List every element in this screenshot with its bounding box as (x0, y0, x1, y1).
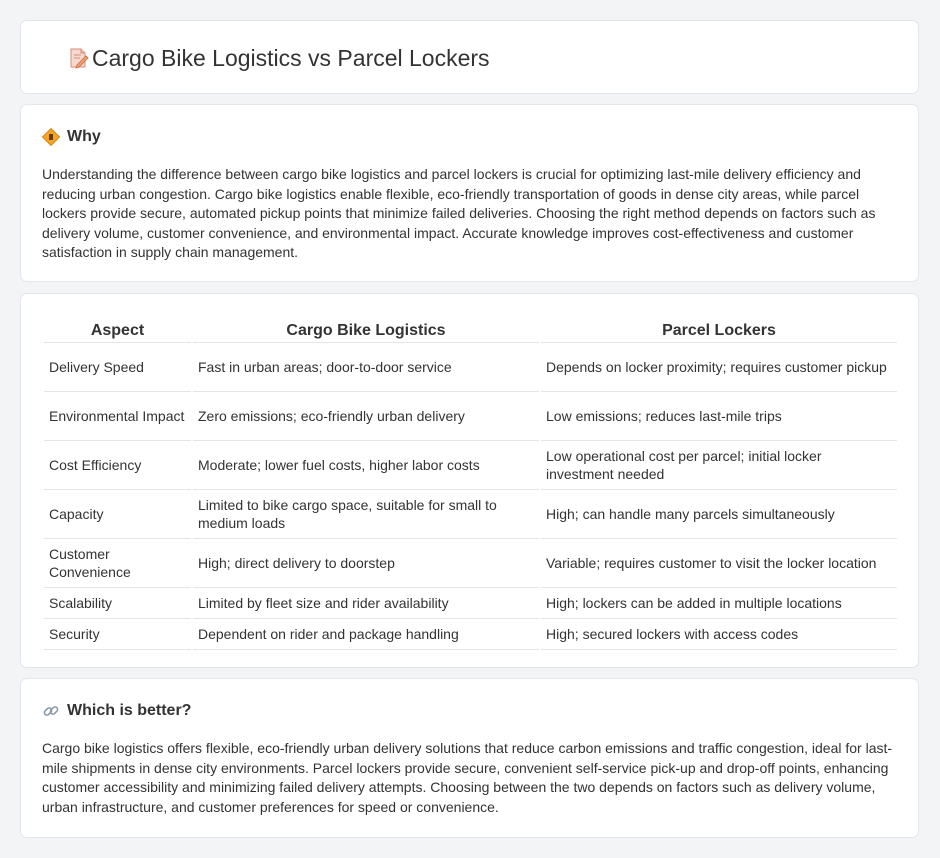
table-row (44, 490, 897, 539)
header-parcel-lockers: Parcel Lockers (541, 315, 897, 343)
cargo-bike-cell: Fast in urban areas; door-to-door service (193, 343, 539, 392)
table-row (44, 588, 897, 619)
aspect-cell: Environmental Impact (44, 392, 191, 441)
link-icon (42, 702, 60, 720)
parcel-lockers-cell: High; lockers can be added in multiple locations (541, 588, 897, 619)
page-title: Cargo Bike Logistics vs Parcel Lockers (92, 45, 490, 71)
table-row (44, 441, 897, 490)
comparison-section (20, 293, 919, 668)
cargo-bike-cell: Dependent on rider and package handling (193, 619, 539, 650)
table-header-row (44, 315, 897, 343)
parcel-lockers-cell: Variable; requires customer to visit the locker location (541, 539, 897, 588)
cargo-bike-cell: Zero emissions; eco-friendly urban delivery (193, 392, 539, 441)
why-heading: Why (67, 128, 101, 145)
table-row (44, 539, 897, 588)
header-aspect: Aspect (44, 315, 191, 343)
cargo-bike-cell: High; direct delivery to doorstep (193, 539, 539, 588)
parcel-lockers-cell: Low operational cost per parcel; initial locker investment needed (541, 441, 897, 490)
aspect-cell: Cost Efficiency (44, 441, 191, 490)
cargo-bike-cell: Moderate; lower fuel costs, higher labor costs (193, 441, 539, 490)
parcel-lockers-cell: Depends on locker proximity; requires customer pickup (541, 343, 897, 392)
title-card (20, 20, 919, 94)
aspect-cell: Delivery Speed (44, 343, 191, 392)
comparison-table (42, 315, 899, 650)
table-row (44, 392, 897, 441)
which-is-better-section (20, 678, 919, 838)
aspect-cell: Capacity (44, 490, 191, 539)
aspect-cell: Customer Convenience (44, 539, 191, 588)
cargo-bike-cell: Limited by fleet size and rider availability (193, 588, 539, 619)
table-row (44, 343, 897, 392)
parcel-lockers-cell: High; can handle many parcels simultaneously (541, 490, 897, 539)
better-heading: Which is better? (67, 702, 192, 719)
diamond-sign-icon (42, 128, 60, 146)
why-header (42, 128, 101, 146)
better-text: Cargo bike logistics offers flexible, eco-friendly urban delivery solutions that reduce carbon emissions and traffic congestion, ideal for last-mile shipments in dense city environments. Parcel lockers provide secure, convenient self-service pick-up and drop-off points, enhancing customer accessibility and minimizing failed delivery attempts. Choosing between the two depends on factors such as delivery volume, urban infrastructure, and customer preferences for speed or convenience. (42, 740, 893, 815)
table-row (44, 619, 897, 650)
document-pencil-icon (68, 47, 90, 69)
parcel-lockers-cell: Low emissions; reduces last-mile trips (541, 392, 897, 441)
aspect-cell: Security (44, 619, 191, 650)
why-section (20, 104, 919, 282)
why-text: Understanding the difference between cargo bike logistics and parcel lockers is crucial for optimizing last-mile delivery efficiency and reducing urban congestion. Cargo bike logistics enable flexible, eco-friendly transportation of goods in dense city areas, while parcel lockers provide secure, automated pickup points that minimize failed deliveries. Choosing the right method depends on factors such as delivery volume, customer convenience, and environmental impact. Accurate knowledge improves cost-effectiveness and customer satisfaction in supply chain management. (42, 166, 876, 260)
cargo-bike-cell: Limited to bike cargo space, suitable for small to medium loads (193, 490, 539, 539)
parcel-lockers-cell: High; secured lockers with access codes (541, 619, 897, 650)
aspect-cell: Scalability (44, 588, 191, 619)
header-cargo-bike: Cargo Bike Logistics (193, 315, 539, 343)
better-header (42, 702, 191, 720)
